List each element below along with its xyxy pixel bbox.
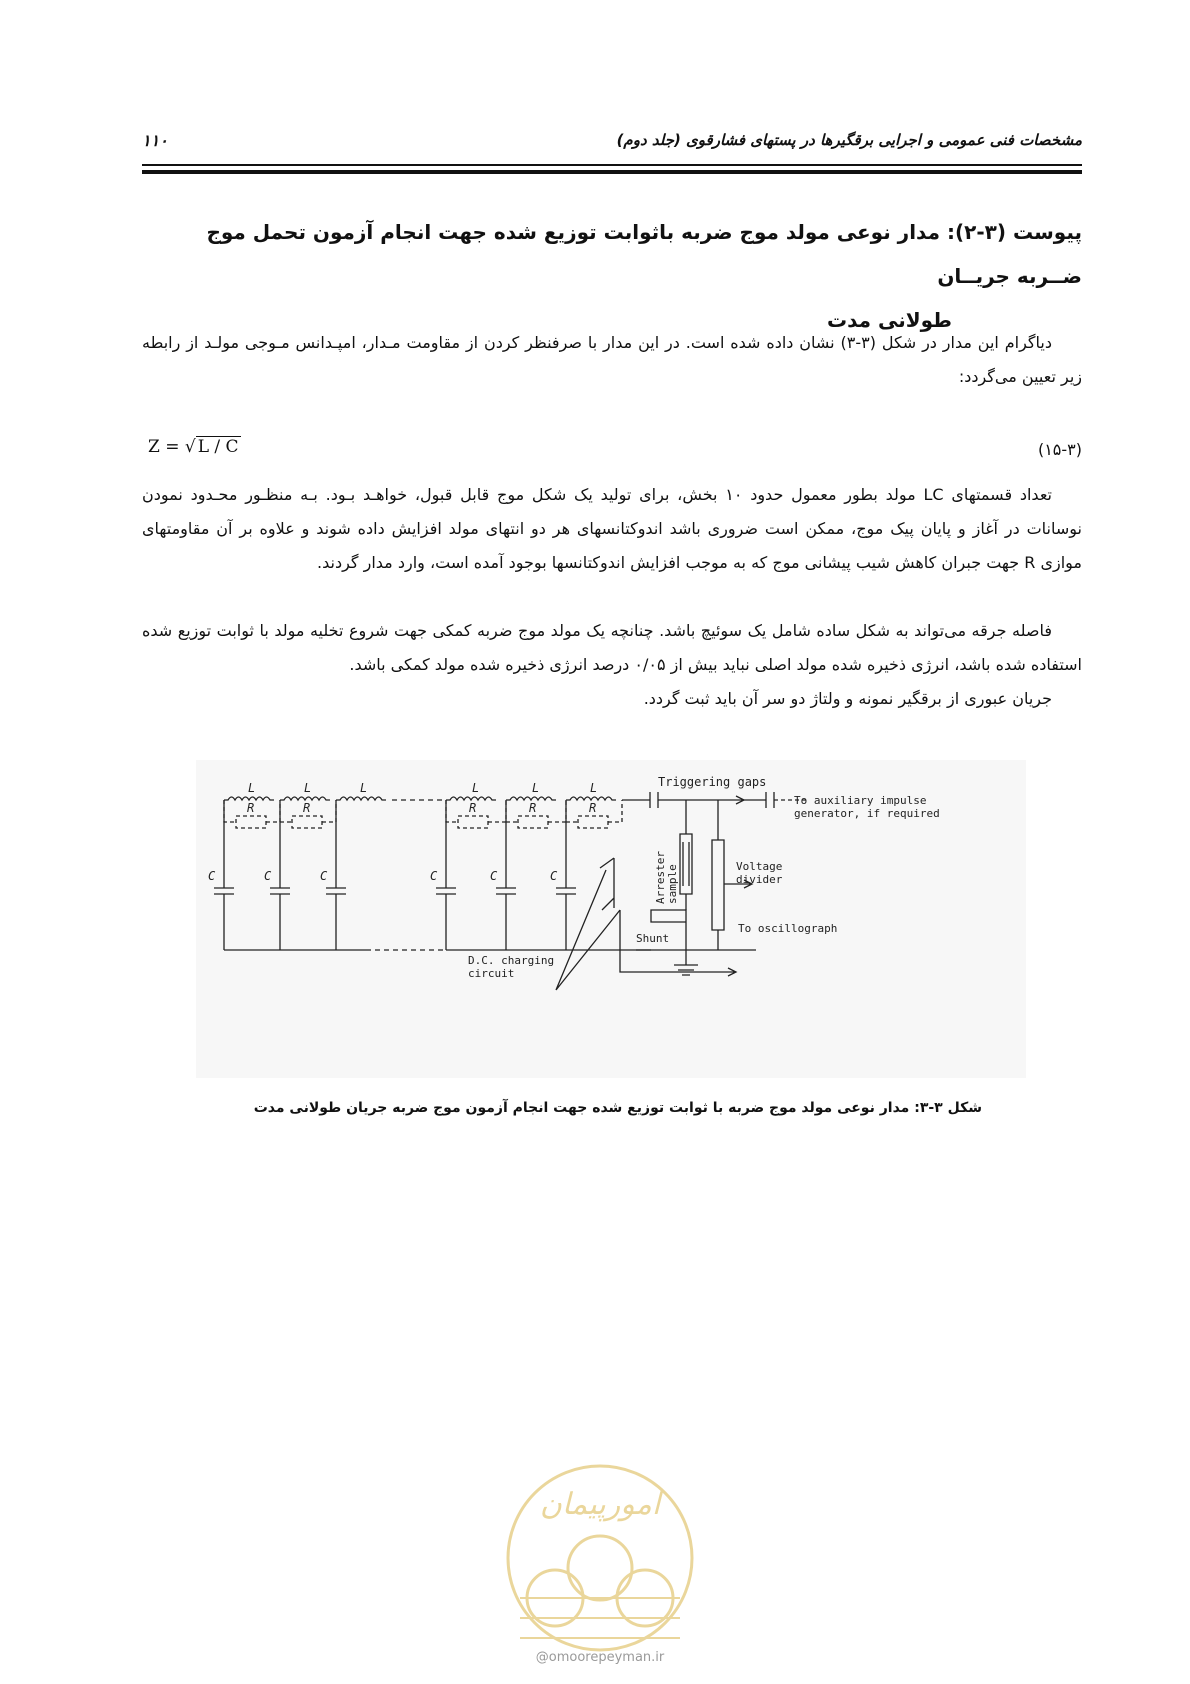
label-shunt: Shunt [636,932,670,945]
arrester-element [683,842,689,886]
label-L: L [360,781,368,795]
label-R: R [529,801,537,815]
label-C: C [550,869,558,883]
inductor-chain [224,797,650,800]
triggering-gap-2 [766,792,774,808]
watermark-logo [480,1448,720,1668]
header-rule-thin [142,164,1082,166]
paragraph-recording: جریان عبوری از برقگیر نمونه و ولتاژ دو سر آن باید ثبت گردد. [643,689,1052,708]
parallel-resistors [224,800,622,828]
label-R: R [247,801,255,815]
label-sample: sample [666,864,679,904]
label-voltage: Voltage [736,860,783,873]
triggering-gap-1 [650,792,658,808]
label-arrester: Arrester [654,851,667,904]
component-labels [208,781,597,883]
label-L: L [472,781,480,795]
label-L: L [532,781,540,795]
section-heading-line2: طولانی مدت [826,308,952,332]
label-to-oscillograph: To oscillograph [738,922,838,935]
inductor-4 [446,797,496,800]
label-triggering-gaps: Triggering gaps [658,775,767,789]
inductor-1 [224,797,274,800]
annotation-labels [468,775,940,980]
header-rule-thick [142,170,1082,174]
circuit-diagram [196,760,1026,1078]
formula-impedance [148,437,241,457]
label-R: R [589,801,597,815]
formula-radicand: L / C [197,437,239,457]
watermark-url: @omoorepeyman.ir [535,1650,665,1665]
label-C: C [208,869,216,883]
label-divider: divider [736,873,783,886]
label-dc-line2: circuit [468,967,515,980]
watermark-logo-text: امورپیمان [539,1487,661,1522]
label-R: R [469,801,477,815]
label-C: C [430,869,438,883]
label-dc-line1: D.C. charging [468,954,555,967]
inductor-5 [506,797,556,800]
label-C: C [320,869,328,883]
label-L: L [590,781,598,795]
arrester-sample [680,800,692,910]
gear-center-icon [568,1536,632,1600]
label-R: R [303,801,311,815]
inductor-6 [566,797,616,800]
label-L: L [248,781,256,795]
label-C: C [490,869,498,883]
paragraph-spark-gap: فاصله جرقه می‌تواند به شکل ساده شامل یک سوئیچ باشد. چنانچه یک مولد موج ضربه کمکی جهت شروع تخلیه مولد با ثوابت توزیع شده استفاده شده باشد، انرژی ذخیره شده مولد اصلی نباید بیش از ۰/۰۵ درصد انرژی ذخیره شده مولد کمکی باشد. [142,621,1082,674]
circuit-figure [196,760,1026,1078]
section-heading-line1: پیوست (۳-۲): مدار نوعی مولد موج ضربه باثوابت توزیع شده جهت انجام آزمون تحمل موج ضــربه جریــان [206,220,1082,288]
formula-lhs: Z = [148,437,185,457]
equation-number: (۱۵-۳) [1037,440,1082,459]
label-L: L [304,781,312,795]
label-C: C [264,869,272,883]
figure-caption: شکل ۳-۳: مدار نوعی مولد موج ضربه با ثوابت توزیع شده جهت انجام آزمون موج ضربه جریان طولانی مدت [253,1100,982,1116]
inductor-2 [280,797,330,800]
paragraph-lc-sections: تعداد قسمتهای LC مولد بطور معمول حدود ۱۰ بخش، برای تولید یک شکل موج قابل قبول، خواهـد بـود. بـه منظـور محـدود نمودن نوسانات در آغاز و پایان پیک موج، ممکن است ضروری باشد اندوکتانسهای هر دو انتهای مولد افزایش داده شوند و علاوه بر آن مقاومتهای موازی R جهت جبران کاهش شیب پیشانی موج که به موجب افزایش اندوکتانسها بوجود آمده است، وارد مدار گردند. [142,485,1082,572]
ground-symbol [674,950,698,975]
label-aux-line1: To auxiliary impulse [794,794,927,807]
section-heading [142,210,1082,342]
label-aux-line2: generator, if required [794,807,940,820]
page-header [142,128,1082,152]
paragraph-intro: دیاگرام این مدار در شکل (۳-۳) نشان داده شده است. در این مدار با صرفنظر کردن از مقاومت مـدار، امپـدانس مـوجی مولـد از رابطه زیر تعیین می‌گردد: [142,333,1082,386]
page-number: ۱۱۰ [142,130,168,150]
inductor-3 [336,797,386,800]
sqrt-symbol: √ [184,437,196,457]
book-title: مشخصات فنی عمومی و اجرایی برقگیرها در پستهای فشارقوی (جلد دوم) [616,131,1082,149]
